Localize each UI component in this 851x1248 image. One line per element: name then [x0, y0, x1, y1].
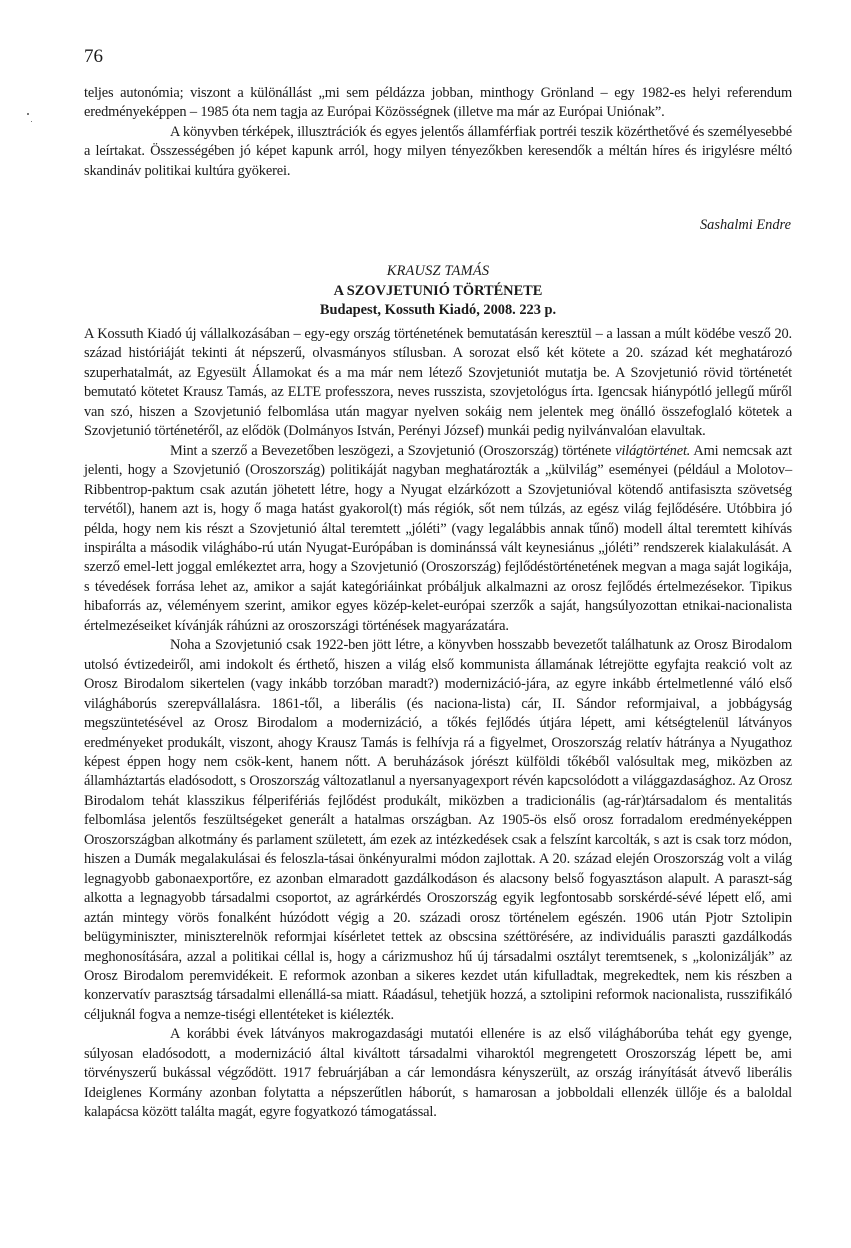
- paragraph: teljes autonómia; viszont a különállást „mi sem példázza jobban, minthogy Grönland – egy 1982-es helyi referendum eredményeképpen – 1985 óta nem tagja az Európai Közösségnek (illetve ma már az Európai Uniónak”.: [84, 85, 792, 121]
- scan-speck: [27, 113, 29, 115]
- text-run: Mint a szerző a Bevezetőben leszögezi, a Szovjetunió (Oroszország) története: [170, 442, 616, 459]
- book-title: A SZOVJETUNIÓ TÖRTÉNETE: [333, 282, 543, 299]
- publication-info: Budapest, Kossuth Kiadó, 2008. 223 p.: [319, 302, 557, 318]
- paragraph: A Kossuth Kiadó új vállalkozásában – egy-egy ország történetének bemutatásán keresztül – a lassan a múlt ködébe vesző 20. század históriáját tekinti át népszerű, olvasmányos stílusban. A sorozat első két kötete a 20. század két meghatározó szuperhatalmát, az Egyesült Államokat és a ma már nem létező Szovjetuniót mutatja be. A Szovjetunió rövid történetét bemutató kötetet Krausz Tamás, az ELTE professzora, neves russzista, szovjetológus írta. Igencsak hiánypótló jellegű műről van szó, hiszen a Szovjetunió felbomlása után magyar nyelven sokáig nem jelentek meg önálló összefoglaló kötetek a Szovjetunió történetéről, az elődök (Dolmányos István, Perényi József) munkái pedig nyilvánvalóan elavultak.: [84, 326, 792, 440]
- review-body: [84, 325, 792, 1123]
- paragraph: A korábbi évek látványos makrogazdasági mutatói ellenére is az első világháborúba tehát egy gyenge, súlyosan eladósodott, a modernizáció által kiváltott társadalmi viharoktól megrengetett Oroszország lépett be, ami törvényszerű bukással végződött. 1917 februárjában a cár lemondásra kényszerült, az ország irányítását átvevő liberális Ideiglenes Kormány azonban folytatta a népszerűtlen háborút, s hamarosan a jobboldali ellenzék üllője és a baloldal kalapácsa között találta magát, egyre fogyatkozó támogatással.: [84, 1026, 792, 1121]
- scan-speck: [31, 121, 32, 122]
- page-number: 76: [84, 46, 103, 67]
- review-header: [84, 262, 792, 321]
- text-run: Ami nemcsak azt jelenti, hogy a Szovjetunió (Oroszország) politikáját nagyban meghatározták a „külvilág” eseményei (például a Molotov–Ribbentrop-paktum csak azután jöhetett létre, hogy a Nyugat elzárkózott a Szovjetunióval kötendő antifasiszta szövetség tervétől), hanem azt is, hogy ő maga hatást gyakorol(t) más régiók, sőt nem túlzás, az egész világ fejlődésére. Utóbbira jó példa, hogy nem kis részt a Szovjetunió által teremtett „jóléti” (vagy legalábbis annak tűnő) modell által teremtett kihívás inspirálta a második világhábo-rú után Nyugat-Európában is dominánssá vált keynesiánus „jóléti” rendszerek kialakulását. A szerző emel-lett joggal emlékeztet arra, hogy a Szovjetunió (Oroszország) fejlődéstörténetének megvan a maga saját logikája, s tévedések forrása lehet az, amikor a saját kategóriáinkat próbáljuk alkalmazni az orosz fejlődés értelmezésekor. Tipikus hibaforrás az, véleményem szerint, amikor egyes közép-kelet-európai szerzők a saját, hangsúlyozottan etnikai-nacionalista értelmezéseiket kívánják ráhúzni az oroszországi történések magyarázatára.: [84, 442, 792, 634]
- reviewer-signature: Sashalmi Endre: [699, 217, 791, 233]
- previous-review-text: [84, 84, 792, 181]
- book-author: KRAUSZ TAMÁS: [386, 263, 490, 279]
- emphasis: világtörténet.: [615, 442, 691, 459]
- paragraph: [84, 442, 792, 637]
- paragraph: A könyvben térképek, illusztrációk és egyes jelentős államférfiak portréi teszik közérthetővé és személyesebbé a leírtakat. Összességében jó képet kapunk arról, hogy milyen tényezőkben keresendők a méltán híres és irigylésre méltó skandináv politikai kultúra gyökerei.: [84, 123, 792, 179]
- paragraph: Noha a Szovjetunió csak 1922-ben jött létre, a könyvben hosszabb bevezetőt találhatunk az Orosz Birodalom utolsó évtizedeiről, ami indokolt és érthető, hiszen a világ első kommunista államának létrejötte egyfajta reakció volt az Orosz Birodalom sikertelen (vagy inkább torzóban maradt?) modernizáció-jára, az egyre inkább értelmetlenné váló első világháborús szerepvállalásra. 1861-től, a liberális (és naciona-lista) cár, II. Sándor reformjaival, a jobbágyság megszüntetésével az Orosz Birodalom a modernizáció, a tőkés fejlődés útjára lépett, ami kétségtelenül látványos eredményeket produkált, viszont, ahogy Krausz Tamás is felhívja rá a figyelmet, Oroszország relatív hátránya a Nyugathoz képest éppen hogy nem csök-kent, hanem nőtt. A beruházások jórészt külföldi tőkéből valósultak meg, miközben az államháztartás eladósodott, s Oroszország változatlanul a nyersanyagexport révén kapcsolódott a világgazdasághoz. Az Orosz Birodalom tehát klasszikus félperifériás fejlődést produkált, miközben a tradicionális (ag-rár)társadalom és mentalitás felbomlása jelentős feszültségeket generált a hatalmas országban. Az 1905-ös első orosz forradalom eredményeképpen Oroszországban alkotmány és parlament született, ám ezek az intézkedések csak a felszínt karcolták, s azt is csak torz módon, hiszen a Dumák megalakulásai és feloszla-tásai önkényuralmi módon zajlottak. A 20. század elején Oroszország volt a világ legnagyobb gabonaexportőre, ez azonban elmaradott gazdálkodáson és alacsony belső fogyasztáson alapult. A paraszt-ság alkotta a legnagyobb társadalmi csoportot, az agrárkérdés Oroszország egyik legfontosabb sorskérdé-sévé lépett elő, ami aztán mintegy vörös fonalként húzódott végig a 20. századi orosz történelem egészén. 1906 után Pjotr Sztolipin belügyminiszter, miniszterelnök reformjai kísérletet tettek az obscsina széttörésére, az individuális paraszti gazdálkodás meghonosítására, azzal a politikai céllal is, hogy a cárizmushoz hű új társadalmi osztályt teremtsenek, s „kolonizálják” az Orosz Birodalom peremvidékeit. E reformok azonban a sikeres kezdet után kifulladtak, megrekedtek, nem kis részben a konzervatív parasztság társadalmi ellenállá-sa miatt. Ráadásul, tehetjük hozzá, a sztolipini reformok nacionalista, russzifikáló céljuknál fogva a nemze-tiségi ellentéteket is kiélezték.: [84, 637, 792, 1023]
